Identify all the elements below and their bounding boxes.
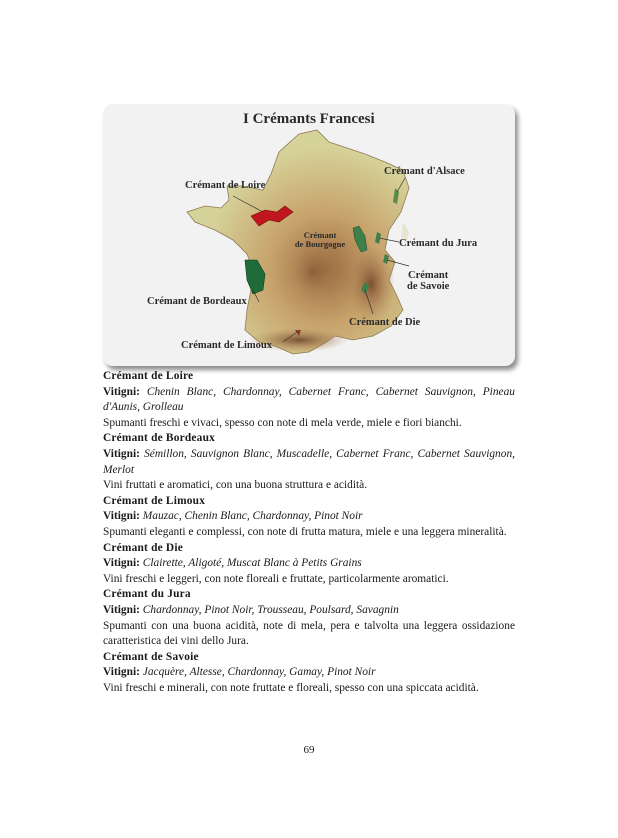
map-label-alsace: Crémant d'Alsace xyxy=(384,166,465,177)
entry-description: Spumanti eleganti e complessi, con note di frutta matura, miele e una leggera mineralità. xyxy=(103,525,507,538)
entry-title: Crémant du Jura xyxy=(103,588,191,601)
entry-vitigni: Vitigni: Chardonnay, Pinot Noir, Trousseau, Poulsard, Savagnin xyxy=(103,603,399,616)
entry-description: Spumanti con una buona acidità, note di mela, pera e talvolta una leggera ossidazione caratteristica dei vini dello Jura. xyxy=(103,619,515,648)
entry-jura xyxy=(103,587,515,649)
page-number: 69 xyxy=(303,744,315,756)
entry-description: Vini fruttati e aromatici, con una buona struttura e acidità. xyxy=(103,479,368,492)
wine-descriptions xyxy=(103,369,515,696)
entry-savoie xyxy=(103,650,515,697)
entry-vitigni: Vitigni: Clairette, Aligoté, Muscat Blanc à Petits Grains xyxy=(103,557,362,570)
entry-vitigni: Vitigni: Jacquère, Altesse, Chardonnay, Gamay, Pinot Noir xyxy=(103,666,376,679)
map-label-bordeaux: Crémant de Bordeaux xyxy=(147,296,247,307)
entry-description: Spumanti freschi e vivaci, spesso con note di mela verde, miele e fiori bianchi. xyxy=(103,416,462,429)
entry-description: Vini freschi e leggeri, con note floreali e fruttate, particolarmente aromatici. xyxy=(103,572,449,585)
map-label-bourgogne: Crémant de Bourgogne xyxy=(294,230,346,249)
entry-title: Crémant de Savoie xyxy=(103,650,199,663)
entry-die xyxy=(103,541,515,588)
entry-loire xyxy=(103,369,515,431)
map-label-jura: Crémant du Jura xyxy=(399,238,478,249)
entry-title: Crémant de Bordeaux xyxy=(103,432,215,445)
map-label-die: Crémant de Die xyxy=(349,317,421,328)
map-figure xyxy=(103,104,515,366)
map-label-savoie: Crémant de Savoie xyxy=(407,270,450,292)
entry-vitigni: Vitigni: Sémillon, Sauvignon Blanc, Muscadelle, Cabernet Franc, Cabernet Sauvignon, Merlot xyxy=(103,447,515,476)
map-label-limoux: Crémant de Limoux xyxy=(181,340,272,351)
massif-central-relief xyxy=(289,244,337,300)
entry-limoux xyxy=(103,494,515,541)
entry-vitigni: Vitigni: Mauzac, Chenin Blanc, Chardonnay, Pinot Noir xyxy=(103,510,363,523)
entry-description: Vini freschi e minerali, con note fruttate e floreali, spesso con una spiccata acidità. xyxy=(103,681,479,694)
map-title: I Crémants Francesi xyxy=(243,111,375,127)
entry-title: Crémant de Limoux xyxy=(103,494,206,507)
entry-bordeaux xyxy=(103,431,515,493)
map-label-loire: Crémant de Loire xyxy=(185,180,266,191)
entry-title: Crémant de Die xyxy=(103,541,183,554)
entry-title: Crémant de Loire xyxy=(103,370,194,382)
entry-vitigni: Vitigni: Chenin Blanc, Chardonnay, Cabernet Franc, Cabernet Sauvignon, Pineau d'Aunis, Grolleau xyxy=(103,385,515,414)
